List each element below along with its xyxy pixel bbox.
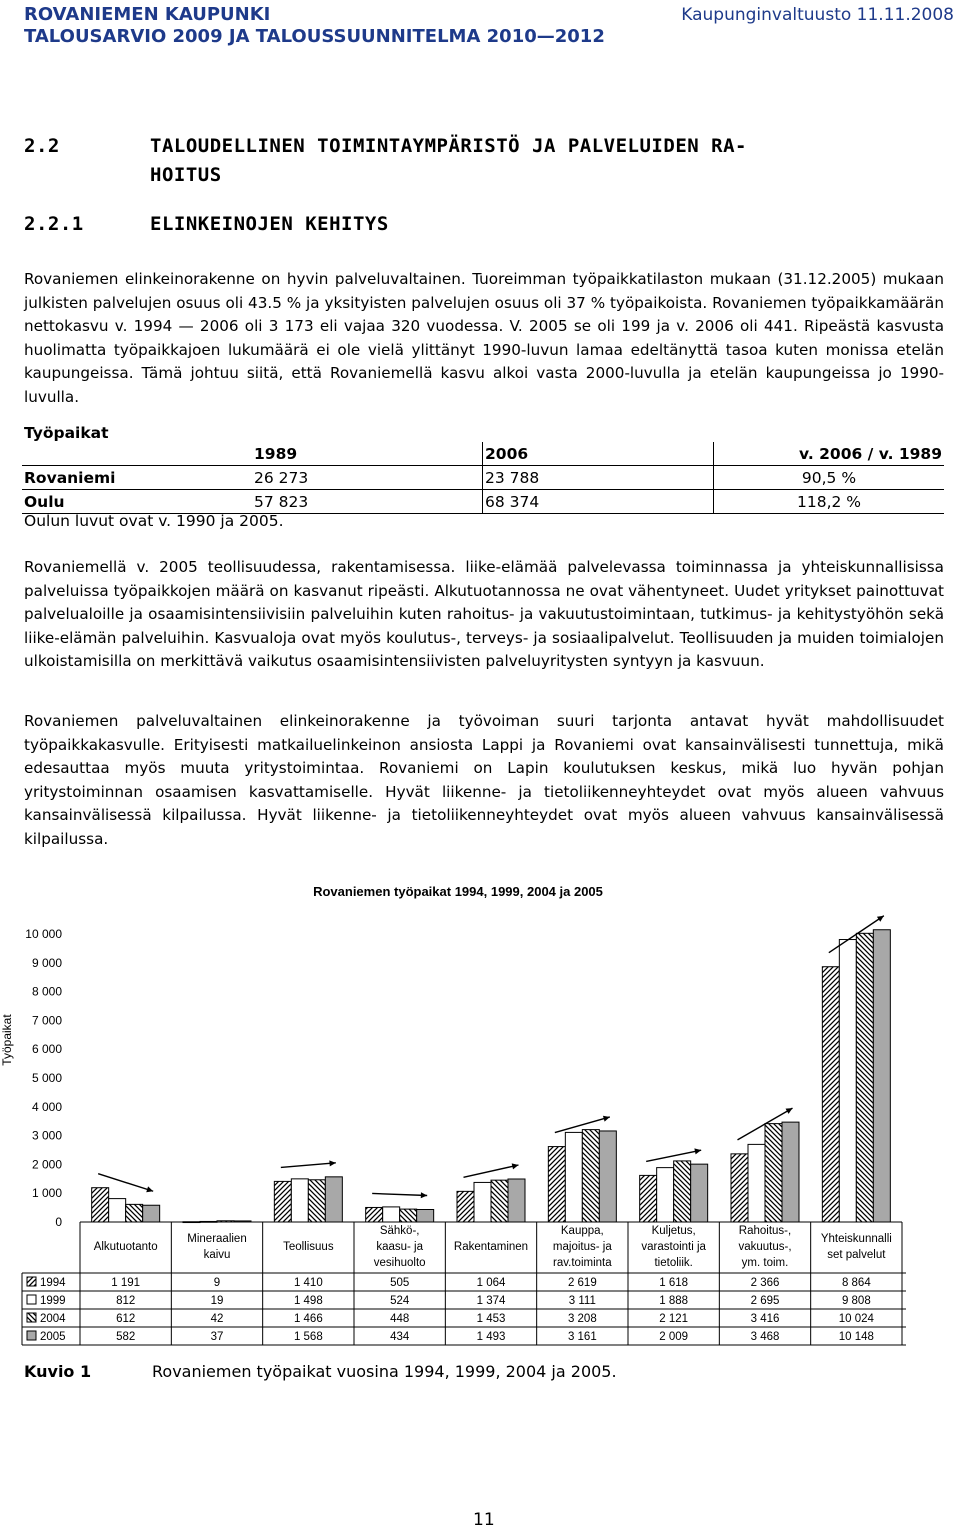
bar-1994 [822,967,839,1222]
bar-1999 [109,1199,126,1222]
bar-2005 [599,1131,616,1222]
bar-1994 [548,1147,565,1222]
data-table-value: 10 148 [838,1331,874,1343]
bar-1994 [731,1154,748,1222]
data-table-value: 9 [213,1277,221,1289]
data-table-value: 582 [116,1331,136,1343]
x-category-label: Mineraalien [187,1233,247,1245]
bar-2004 [491,1180,508,1222]
trend-arrow-head [694,1148,701,1154]
data-table-value: 812 [116,1295,136,1307]
x-category-label: Alkutuotanto [93,1241,158,1253]
bar-1999 [748,1144,765,1222]
x-category-label: rav.toiminta [553,1257,612,1269]
x-category-label: Rakentaminen [453,1241,529,1253]
page-number: 11 [473,1510,495,1530]
paragraph-1: Rovaniemen elinkeinorakenne on hyvin palveluvaltainen. Tuoreimman työpaikkatilaston mukaan (31.12.2005) mukaan julkisten palvelujen osuus oli 43.5 % ja yksityisten palvelujen osuus oli 37 % työpaikoista. Rovaniemen työpaikkamäärän nettokasvu v. 1994 — 2006 oli 3 173 eli vajaa 320 vuodessa. V. 2005 se oli 199 ja v. 2006 oli 441. Ripeästä kasvusta huolimatta työpaikkajoen lukumäärä ei ole vielä ylittänyt 1990-luvun lamaa edeltänyttä tasoa kuten monissa etelän kaupungeissa. Tämä johtuu siitä, että Rovaniemellä kasvu alkoi vasta 2000-luvulla ja etelän kaupungeissa jo 1990-luvulla. [24,270,944,406]
table-cell: Rovaniemi [22,466,252,490]
subsection-number: 2.2.1 [24,213,84,235]
data-table-value: 3 468 [750,1331,780,1343]
subsection-title: ELINKEINOJEN KEHITYS [150,213,389,235]
table-cell: 26 273 [252,466,483,490]
legend-swatch-1994 [27,1277,36,1286]
x-category-label: Kauppa, [560,1225,604,1237]
y-tick-label: 2 000 [31,1157,62,1172]
bar-1994 [183,1222,200,1223]
bar-1994 [92,1188,109,1222]
data-table-value: 434 [390,1331,410,1343]
trend-arrow-head [421,1192,427,1198]
bar-2004 [126,1204,143,1222]
bar-1994 [274,1181,291,1222]
data-table-value: 524 [390,1295,410,1307]
data-table-value: 1 374 [476,1295,506,1307]
y-tick-label: 4 000 [31,1099,62,1114]
paragraph-3: Rovaniemen palveluvaltainen elinkeinorakenne ja työvoiman suuri tarjonta antavat hyvät mahdollisuudet työpaikkakasvulle. Erityisesti matkailuelinkeinon ansiosta Lappi ja Rovaniemi ovat kansainvälisesti tunnettuja, mikä edesauttaa myös muuta yritystoimintaa. Rovaniemi on Lapin koulutuksen keskus, mikä luo hyvän pohjan yritystoiminnan osaamisen kasvattamiselle. Hyvät liikenne- ja tietoliikenneyhteydet ovat myös alueen vahvuus kansainvälisessä kilpailussa. Hyvät liikenne- ja tietoliikenneyhteydet ovat myös alueen vahvuus kansainvälisessä kilpailussa. [24,712,944,848]
data-table-value: 19 [210,1295,224,1307]
y-tick-label: 7 000 [31,1013,62,1028]
x-category-label: majoitus- ja [552,1241,612,1253]
bar-1999 [474,1182,491,1222]
legend-swatch-2004 [27,1313,36,1322]
bar-1999 [657,1168,674,1222]
data-table-value: 2 009 [659,1331,689,1343]
y-tick-label: 10 000 [25,927,62,941]
data-table-value: 1 191 [111,1277,141,1289]
x-category-label: kaivu [203,1249,231,1261]
x-category-label: Rahoitus-, [738,1225,792,1237]
y-tick-label: 5 000 [31,1071,62,1085]
bar-1994 [640,1175,657,1222]
data-table-value: 3 416 [750,1313,780,1325]
data-table-value: 1 466 [293,1313,323,1325]
trend-arrow-line [646,1150,701,1161]
table-cell: 68 374 [483,490,714,514]
chart-title: Rovaniemen työpaikat 1994, 1999, 2004 ja 2005 [313,884,603,899]
x-category-label: tietoliik. [654,1257,693,1269]
data-table-value: 37 [210,1331,224,1343]
data-table-value: 2 695 [750,1295,780,1307]
data-table-value: 10 024 [838,1313,874,1325]
jobs-table-note: Oulun luvut ovat v. 1990 ja 2005. [24,512,284,530]
data-table-value: 1 568 [293,1331,323,1343]
section-number: 2.2 [24,135,60,157]
chart-y-axis-label: Työpaikat [0,1014,14,1066]
bar-2005 [782,1122,799,1222]
table-header-cell: v. 2006 / v. 1989 [714,442,945,466]
data-table-value: 1 493 [476,1331,506,1343]
y-tick-label: 3 000 [31,1128,62,1143]
header-meeting-date: Kaupunginvaltuusto 11.11.2008 [681,5,954,25]
trend-arrow-head [877,916,884,922]
legend-swatch-2005 [27,1331,36,1340]
legend-swatch-1999 [27,1295,36,1304]
data-table-value: 2 366 [750,1277,780,1289]
data-table-value: 2 121 [659,1313,689,1325]
bar-2004 [400,1209,417,1222]
data-table-value: 1 498 [293,1295,323,1307]
table-header-cell: 2006 [483,442,714,466]
bar-2005 [325,1177,342,1222]
bar-2005 [143,1205,160,1222]
legend-label: 2004 [40,1313,66,1325]
x-category-label: vakuutus-, [738,1241,792,1253]
data-table-value: 9 808 [841,1295,871,1307]
x-category-label: kaasu- ja [376,1241,424,1253]
bar-2005 [508,1179,525,1222]
x-category-label: Teollisuus [283,1241,334,1253]
legend-label: 1999 [40,1295,66,1307]
table-cell: 23 788 [483,466,714,490]
x-category-label: set palvelut [827,1249,886,1261]
trend-arrow-line [281,1163,336,1168]
bar-1994 [457,1191,474,1222]
section-title-line1: TALOUDELLINEN TOIMINTAYMPÄRISTÖ JA PALVELUIDEN RA- [150,135,747,157]
jobs-table-title: Työpaikat [24,424,109,442]
bar-2005 [873,930,890,1222]
data-table-value: 448 [390,1313,410,1325]
x-category-label: varastointi ja [641,1241,706,1253]
data-table-value: 8 864 [841,1277,871,1289]
bar-1999 [383,1207,400,1222]
data-table-value: 505 [390,1277,410,1289]
x-category-label: vesihuolto [373,1257,426,1269]
data-table-value: 1 888 [659,1295,689,1307]
bar-1999 [200,1221,217,1222]
paragraph-2: Rovaniemellä v. 2005 teollisuudessa, rakentamisessa. liike-elämää palvelevassa toiminnassa ja yhteiskunnallisissa palveluissa työpaikkojen määrä on kasvanut ripeästi. Alkutuotannossa ne ovat vähentyneet. Uudet yritykset painottuvat palvelualoille ja osaamisintensiivisiin palveluihin kuten rahoitus- ja vakuutustoimintaan, tutkimus- ja kehitystyöhön sekä liike-elämän palveluihin. Kasvualoja ovat myös koulutus-, terveys- ja sosiaalipalvelut. Teollisuuden ja muiden toimialojen ulkoistamisilla on merkittävä vaikutus osaamisintensiivisten palveluyritysten syntyyn ja kasvuun. [24,558,944,670]
bar-1999 [839,940,856,1222]
data-table-value: 3 161 [567,1331,597,1343]
trend-arrow-head [146,1186,153,1192]
bar-2004 [674,1161,691,1222]
legend-label: 1994 [40,1277,66,1289]
x-category-label: Yhteiskunnalli [820,1233,892,1245]
data-table-value: 1 453 [476,1313,506,1325]
legend-label: 2005 [40,1331,66,1343]
table-cell: 57 823 [252,490,483,514]
trend-arrow-head [512,1163,519,1169]
y-tick-label: 0 [55,1215,62,1229]
table-cell: 90,5 % [714,466,945,490]
bar-2005 [234,1221,251,1222]
data-table-value: 1 618 [659,1277,689,1289]
y-tick-label: 1 000 [31,1186,62,1201]
trend-arrow-line [464,1165,519,1177]
data-table-value: 2 619 [567,1277,597,1289]
x-category-label: ym. toim. [741,1257,789,1269]
bar-2005 [691,1164,708,1222]
trend-arrow-head [329,1160,336,1166]
y-tick-label: 9 000 [31,955,62,970]
table-cell: Oulu [22,490,252,514]
bar-2004 [856,933,873,1222]
data-table-value: 612 [116,1313,136,1325]
bar-2004 [217,1221,234,1222]
data-table-value: 1 064 [476,1277,506,1289]
figure-caption-label: Kuvio 1 [24,1362,92,1381]
header-city: ROVANIEMEN KAUPUNKI [24,4,271,25]
x-category-label: Sähkö-, [379,1225,420,1237]
section-title-line2: HOITUS [150,164,222,186]
trend-arrow-line [372,1193,427,1195]
y-tick-label: 8 000 [31,984,62,999]
bar-2004 [765,1124,782,1222]
data-table-value: 3 111 [568,1295,596,1307]
bar-2005 [417,1210,434,1222]
data-table-value: 3 208 [567,1313,597,1325]
header-budget: TALOUSARVIO 2009 JA TALOUSSUUNNITELMA 2010—2012 [24,26,605,47]
data-table-value: 42 [210,1313,224,1325]
bar-2004 [308,1180,325,1222]
table-header-cell: 1989 [252,442,483,466]
x-category-label: Kuljetus, [651,1225,696,1237]
figure-caption-text: Rovaniemen työpaikat vuosina 1994, 1999, 2004 ja 2005. [152,1362,617,1381]
bar-2004 [582,1130,599,1222]
bar-1999 [565,1132,582,1222]
y-tick-label: 6 000 [31,1042,62,1057]
table-cell: 118,2 % [714,490,945,514]
bar-1994 [366,1207,383,1222]
bar-1999 [291,1179,308,1222]
data-table-value: 1 410 [293,1277,323,1289]
